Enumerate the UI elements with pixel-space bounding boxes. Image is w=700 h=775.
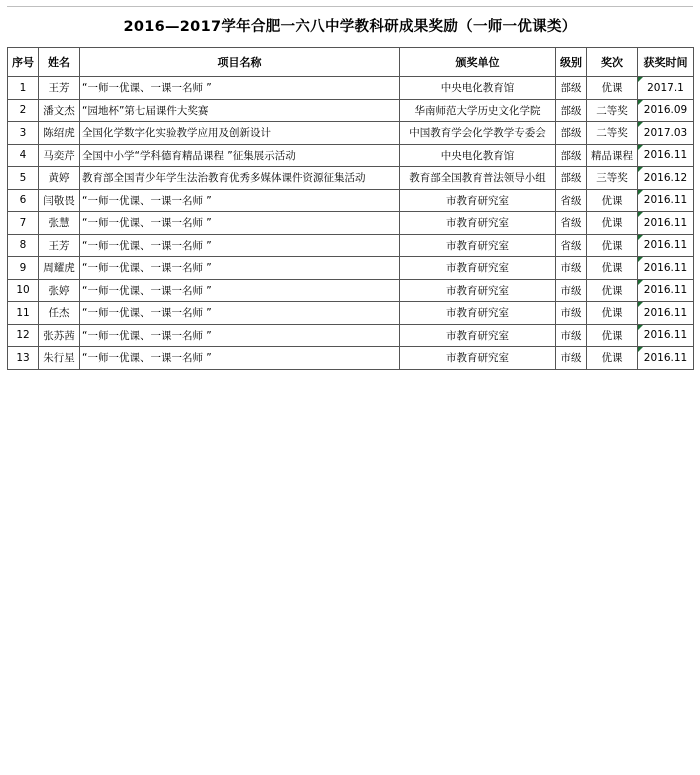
table-row [8, 234, 694, 257]
cell-project[interactable]: “一师一优课、一课一名师 ” [80, 324, 400, 347]
table-row [8, 279, 694, 302]
header-time: 获奖时间 [638, 48, 694, 77]
table-row [8, 144, 694, 167]
cell-time-text: 2016.09 [643, 104, 688, 117]
cell-award[interactable]: 优课 [587, 347, 638, 370]
cell-no[interactable]: 12 [8, 324, 39, 347]
cell-project[interactable]: “一师一优课、一课一名师 ” [80, 347, 400, 370]
cell-project[interactable]: “园地杯”第七届课件大奖赛 [80, 99, 400, 122]
cell-level[interactable]: 市级 [556, 324, 587, 347]
cell-unit[interactable]: 教育部全国教育普法领导小组 [400, 167, 556, 190]
cell-time[interactable] [638, 77, 694, 100]
cell-unit[interactable]: 华南师范大学历史文化学院 [400, 99, 556, 122]
cell-time-text: 2017.1 [647, 81, 684, 94]
cell-project[interactable]: “一师一优课、一课一名师 ” [80, 257, 400, 280]
cell-award[interactable]: 优课 [587, 279, 638, 302]
header-unit: 颁奖单位 [400, 48, 556, 77]
cell-time-text: 2016.11 [643, 149, 688, 162]
cell-award[interactable]: 优课 [587, 257, 638, 280]
cell-unit[interactable]: 市教育研究室 [400, 212, 556, 235]
cell-time-text: 2016.11 [643, 284, 688, 297]
header-project: 项目名称 [80, 48, 400, 77]
cell-time-text: 2017.03 [643, 126, 688, 139]
header-row [8, 48, 694, 77]
cell-no[interactable]: 7 [8, 212, 39, 235]
cell-unit[interactable]: 中央电化教育馆 [400, 144, 556, 167]
table-row [8, 257, 694, 280]
cell-unit[interactable]: 中央电化教育馆 [400, 77, 556, 100]
table-row [8, 122, 694, 145]
cell-comment-marker-icon [638, 190, 643, 195]
cell-comment-marker-icon [638, 257, 643, 262]
cell-project[interactable]: “一师一优课、一课一名师 ” [80, 279, 400, 302]
cell-award[interactable]: 精品课程 [587, 144, 638, 167]
cell-award[interactable]: 优课 [587, 77, 638, 100]
cell-no[interactable]: 10 [8, 279, 39, 302]
cell-level[interactable]: 省级 [556, 212, 587, 235]
cell-no[interactable]: 13 [8, 347, 39, 370]
cell-comment-marker-icon [638, 235, 643, 240]
cell-level[interactable]: 部级 [556, 99, 587, 122]
cell-unit[interactable]: 市教育研究室 [400, 324, 556, 347]
cell-level[interactable]: 市级 [556, 257, 587, 280]
spreadsheet [7, 6, 693, 370]
header-level: 级别 [556, 48, 587, 77]
cell-project[interactable]: 教育部全国青少年学生法治教育优秀多媒体课件资源征集活动 [80, 167, 400, 190]
cell-time[interactable] [638, 189, 694, 212]
cell-project[interactable]: “一师一优课、一课一名师 ” [80, 302, 400, 325]
cell-time[interactable] [638, 234, 694, 257]
cell-no[interactable]: 11 [8, 302, 39, 325]
cell-level[interactable]: 省级 [556, 189, 587, 212]
cell-name[interactable]: 任杰 [39, 302, 80, 325]
cell-time-text: 2016.11 [643, 261, 688, 274]
cell-unit[interactable]: 市教育研究室 [400, 189, 556, 212]
cell-time-text: 2016.11 [643, 351, 688, 364]
page-title: 2016—2017学年合肥一六八中学教科研成果奖励（一师一优课类） [7, 6, 693, 47]
cell-no[interactable]: 5 [8, 167, 39, 190]
cell-comment-marker-icon [638, 145, 643, 150]
cell-no[interactable]: 2 [8, 99, 39, 122]
cell-name[interactable]: 周耀虎 [39, 257, 80, 280]
table-row [8, 167, 694, 190]
cell-level[interactable]: 部级 [556, 167, 587, 190]
cell-name[interactable]: 陈绍虎 [39, 122, 80, 145]
cell-time[interactable] [638, 279, 694, 302]
cell-no[interactable]: 4 [8, 144, 39, 167]
header-name: 姓名 [39, 48, 80, 77]
header-award: 奖次 [587, 48, 638, 77]
cell-award[interactable]: 三等奖 [587, 167, 638, 190]
cell-time[interactable] [638, 167, 694, 190]
cell-time[interactable] [638, 212, 694, 235]
cell-no[interactable]: 8 [8, 234, 39, 257]
cell-award[interactable]: 优课 [587, 234, 638, 257]
cell-comment-marker-icon [638, 325, 643, 330]
table-row [8, 99, 694, 122]
cell-project[interactable]: “一师一优课、一课一名师 ” [80, 212, 400, 235]
cell-award[interactable]: 优课 [587, 189, 638, 212]
table-row [8, 324, 694, 347]
cell-time[interactable] [638, 257, 694, 280]
cell-comment-marker-icon [638, 302, 643, 307]
cell-time[interactable] [638, 122, 694, 145]
cell-no[interactable]: 1 [8, 77, 39, 100]
cell-comment-marker-icon [638, 167, 643, 172]
cell-level[interactable]: 部级 [556, 144, 587, 167]
cell-comment-marker-icon [638, 77, 643, 82]
cell-level[interactable]: 部级 [556, 77, 587, 100]
cell-comment-marker-icon [638, 122, 643, 127]
cell-project[interactable]: 全国化学数字化实验教学应用及创新设计 [80, 122, 400, 145]
cell-award[interactable]: 优课 [587, 324, 638, 347]
cell-name[interactable]: 马奕芹 [39, 144, 80, 167]
cell-time-text: 2016.11 [643, 306, 688, 319]
cell-time-text: 2016.11 [643, 239, 688, 252]
cell-time-text: 2016.12 [643, 171, 688, 184]
cell-time[interactable] [638, 302, 694, 325]
cell-comment-marker-icon [638, 347, 643, 352]
cell-level[interactable]: 市级 [556, 302, 587, 325]
cell-project[interactable]: “一师一优课、一课一名师 ” [80, 77, 400, 100]
table-row [8, 347, 694, 370]
cell-project[interactable]: “一师一优课、一课一名师 ” [80, 189, 400, 212]
cell-comment-marker-icon [638, 100, 643, 105]
cell-name[interactable]: 黄婷 [39, 167, 80, 190]
cell-no[interactable]: 6 [8, 189, 39, 212]
cell-level[interactable]: 部级 [556, 122, 587, 145]
table-row [8, 302, 694, 325]
cell-no[interactable]: 9 [8, 257, 39, 280]
cell-award[interactable]: 二等奖 [587, 99, 638, 122]
cell-name[interactable]: 王芳 [39, 234, 80, 257]
cell-award[interactable]: 优课 [587, 302, 638, 325]
cell-unit[interactable]: 市教育研究室 [400, 234, 556, 257]
cell-award[interactable]: 二等奖 [587, 122, 638, 145]
table-row [8, 189, 694, 212]
cell-time-text: 2016.11 [643, 194, 688, 207]
cell-time[interactable] [638, 324, 694, 347]
cell-comment-marker-icon [638, 212, 643, 217]
cell-time[interactable] [638, 99, 694, 122]
cell-unit[interactable]: 市教育研究室 [400, 279, 556, 302]
cell-name[interactable]: 王芳 [39, 77, 80, 100]
cell-unit[interactable]: 市教育研究室 [400, 302, 556, 325]
cell-level[interactable]: 市级 [556, 279, 587, 302]
cell-no[interactable]: 3 [8, 122, 39, 145]
header-no: 序号 [8, 48, 39, 77]
cell-time[interactable] [638, 144, 694, 167]
cell-name[interactable]: 闫敬畏 [39, 189, 80, 212]
cell-name[interactable]: 张慧 [39, 212, 80, 235]
awards-table [7, 47, 694, 370]
cell-unit[interactable]: 中国教育学会化学教学专委会 [400, 122, 556, 145]
cell-name[interactable]: 朱行星 [39, 347, 80, 370]
cell-level[interactable]: 市级 [556, 347, 587, 370]
cell-unit[interactable]: 市教育研究室 [400, 257, 556, 280]
cell-comment-marker-icon [638, 280, 643, 285]
cell-time[interactable] [638, 347, 694, 370]
table-row [8, 212, 694, 235]
cell-name[interactable]: 潘文杰 [39, 99, 80, 122]
cell-unit[interactable]: 市教育研究室 [400, 347, 556, 370]
cell-time-text: 2016.11 [643, 329, 688, 342]
cell-name[interactable]: 张婷 [39, 279, 80, 302]
cell-name[interactable]: 张苏茜 [39, 324, 80, 347]
cell-project[interactable]: “一师一优课、一课一名师 ” [80, 234, 400, 257]
cell-level[interactable]: 省级 [556, 234, 587, 257]
table-row [8, 77, 694, 100]
cell-award[interactable]: 优课 [587, 212, 638, 235]
cell-project[interactable]: 全国中小学“学科德育精品课程 ”征集展示活动 [80, 144, 400, 167]
cell-time-text: 2016.11 [643, 216, 688, 229]
